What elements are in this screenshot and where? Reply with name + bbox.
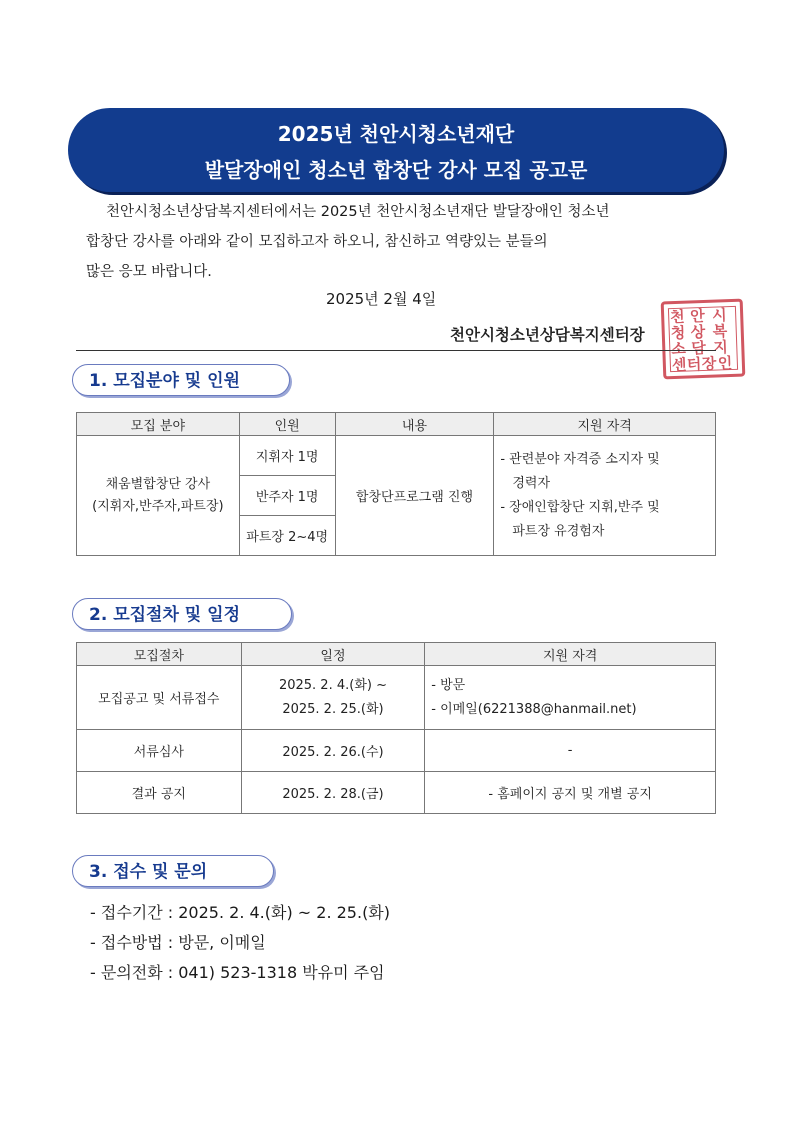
schedule-cell: 2025. 2. 28.(금): [241, 772, 425, 814]
table-row: [77, 666, 716, 730]
procedure-step: 결과 공지: [77, 772, 242, 814]
list-item: - 접수기간 : 2025. 2. 4.(화) ~ 2. 25.(화): [90, 903, 391, 922]
seal-char: 센: [671, 355, 687, 375]
seal-char: 터: [686, 355, 702, 374]
schedule-cell: [241, 666, 425, 730]
field-cell: [77, 436, 240, 556]
section-2-heading: 2. 모집절차 및 일정: [72, 598, 292, 630]
seal-char: 장: [701, 354, 717, 374]
intro-line-2: 합창단 강사를 아래와 같이 모집하고자 하오니, 참신하고 역량있는 분들의: [86, 234, 548, 250]
field-line-2: (지휘자,반주자,파트장): [92, 498, 224, 514]
intro-paragraph: [86, 197, 710, 287]
header-qualification: 지원 자격: [425, 643, 716, 666]
title-line-1: 2025년 천안시청소년재단: [277, 122, 515, 146]
section-1-heading: 1. 모집분야 및 인원: [72, 364, 290, 396]
list-item: - 접수방법 : 방문, 이메일: [90, 933, 266, 952]
count-part-leader: 파트장 2~4명: [239, 516, 335, 556]
list-item: - 문의전화 : 041) 523-1318 박유미 주임: [90, 963, 385, 982]
table-header-row: [77, 643, 716, 666]
recruitment-field-table: [76, 412, 716, 556]
table-row: [77, 730, 716, 772]
header-divider: [76, 350, 716, 351]
seal-char: 지: [712, 338, 729, 357]
seal-char: 상: [690, 322, 706, 342]
method-cell: - 홈페이지 공지 및 개별 공지: [425, 772, 716, 814]
schedule-cell: 2025. 2. 26.(수): [241, 730, 425, 772]
method-line-1: - 방문: [431, 677, 466, 693]
procedure-step: 서류심사: [77, 730, 242, 772]
header-qualification: 지원 자격: [494, 413, 716, 436]
organization-name: 천안시청소년상담복지센터장: [450, 326, 645, 344]
contact-info-list: [90, 898, 390, 988]
count-conductor: 지휘자 1명: [239, 436, 335, 476]
table-row: [77, 772, 716, 814]
title-line-2: 발달장애인 청소년 합창단 강사 모집 공고문: [204, 158, 588, 182]
count-accompanist: 반주자 1명: [239, 476, 335, 516]
method-line-2: - 이메일(6221388@hanmail.net): [431, 701, 637, 717]
schedule-line-1: 2025. 2. 4.(화) ~: [278, 677, 387, 693]
qual-line-3: - 장애인합창단 지휘,반주 및: [500, 499, 660, 515]
content-cell: 합창단프로그램 진행: [335, 436, 494, 556]
table-header-row: [77, 413, 716, 436]
header-schedule: 일정: [241, 643, 425, 666]
header-content: 내용: [335, 413, 494, 436]
seal-char: 안: [689, 306, 706, 326]
seal-char: 복: [712, 322, 728, 341]
seal-char: 소: [671, 339, 687, 359]
qual-line-4: 파트장 유경험자: [512, 523, 605, 539]
notice-date: 2025년 2월 4일: [326, 290, 437, 308]
procedure-schedule-table: [76, 642, 716, 814]
title-banner: [68, 108, 724, 192]
qual-line-1: - 관련분야 자격증 소지자 및: [500, 451, 660, 467]
official-seal-stamp: [661, 299, 746, 380]
method-cell: [425, 666, 716, 730]
method-cell: -: [425, 730, 716, 772]
field-line-1: 채움별합창단 강사: [105, 476, 211, 492]
header-field: 모집 분야: [77, 413, 240, 436]
procedure-step: 모집공고 및 서류접수: [77, 666, 242, 730]
schedule-line-2: 2025. 2. 25.(화): [282, 701, 384, 717]
seal-char: 청: [670, 323, 686, 343]
intro-line-3: 많은 응모 바랍니다.: [86, 264, 212, 280]
intro-line-1: 천안시청소년상담복지센터에서는 2025년 천안시청소년재단 발달장애인 청소년: [106, 204, 610, 220]
seal-char: 인: [717, 353, 733, 373]
seal-char: 담: [691, 338, 707, 358]
header-procedure: 모집절차: [77, 643, 242, 666]
section-3-heading: 3. 접수 및 문의: [72, 855, 274, 887]
seal-char: 시: [711, 306, 727, 325]
qual-line-2: 경력자: [512, 475, 551, 491]
table-row: [77, 436, 716, 476]
seal-char: 천: [669, 307, 686, 327]
qualification-cell: [494, 436, 716, 556]
header-count: 인원: [239, 413, 335, 436]
